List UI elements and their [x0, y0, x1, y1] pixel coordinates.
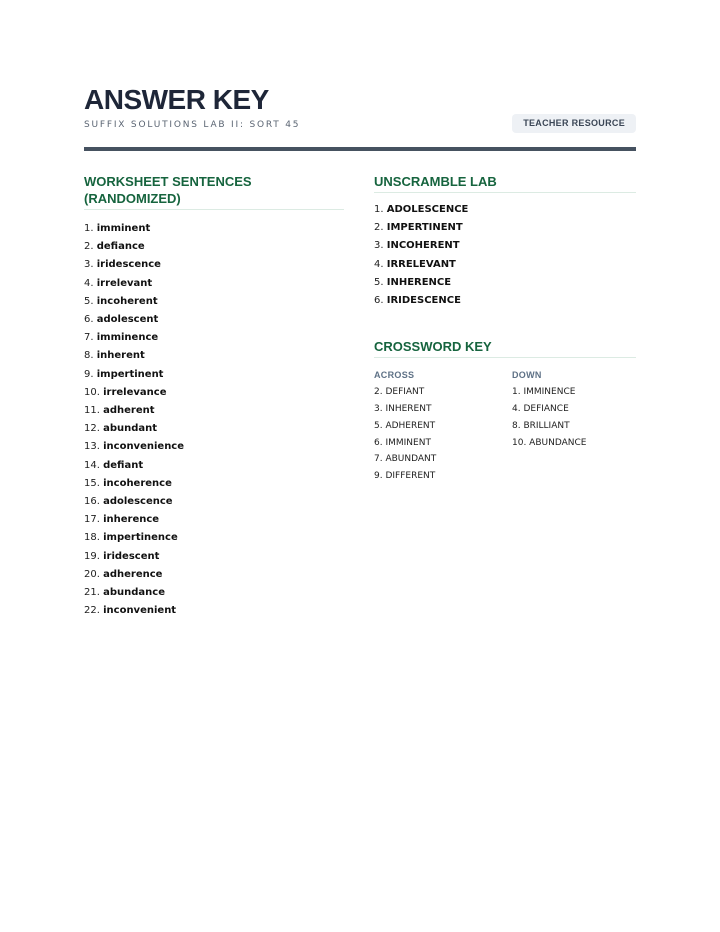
page-title: ANSWER KEY: [84, 84, 269, 115]
unscramble-answer-list: [374, 201, 636, 310]
list-item: 10. irrelevance: [84, 386, 167, 398]
crossword-section: [374, 338, 636, 490]
crossword-section-title: CROSSWORD KEY: [374, 338, 636, 358]
across-heading: ACROSS: [374, 370, 415, 381]
across-list: [374, 384, 436, 485]
list-item: 21. abundance: [84, 587, 165, 599]
list-item: 4. DEFIANCE: [512, 404, 569, 415]
list-item: 17. inherence: [84, 514, 160, 526]
unscramble-section: [374, 173, 636, 310]
list-item: 14. defiant: [84, 459, 144, 471]
list-item: 8. inherent: [84, 350, 145, 362]
list-item: 6. IMMINENT: [374, 437, 431, 448]
list-item: 10. ABUNDANCE: [512, 437, 587, 448]
list-item: 3. INCOHERENT: [374, 240, 460, 252]
list-item: 2. IMPERTINENT: [374, 222, 463, 234]
list-item: 12. abundant: [84, 423, 158, 435]
list-item: 8. BRILLIANT: [512, 420, 570, 431]
list-item: 2. DEFIANT: [374, 387, 425, 398]
list-item: 7. imminence: [84, 332, 159, 344]
down-list: [512, 384, 586, 451]
worksheet-section-title: WORKSHEET SENTENCES (RANDOMIZED): [84, 173, 344, 210]
list-item: 6. IRIDESCENCE: [374, 295, 461, 307]
worksheet-answer-list: [84, 220, 344, 620]
list-item: 2. defiance: [84, 241, 145, 253]
list-item: 5. INHERENCE: [374, 276, 452, 288]
list-item: 16. adolescence: [84, 496, 173, 508]
teacher-resource-badge: TEACHER RESOURCE: [512, 114, 636, 133]
header-divider: [84, 147, 636, 151]
list-item: 4. irrelevant: [84, 277, 153, 289]
down-heading: DOWN: [512, 370, 542, 381]
list-item: 1. ADOLESCENCE: [374, 204, 469, 215]
list-item: 9. impertinent: [84, 368, 164, 380]
list-item: 13. inconvenience: [84, 441, 185, 453]
answer-key-page: [84, 84, 636, 617]
list-item: 3. iridescence: [84, 259, 161, 271]
unscramble-section-title: UNSCRAMBLE LAB: [374, 173, 636, 193]
list-item: 3. INHERENT: [374, 404, 432, 415]
list-item: 11. adherent: [84, 405, 155, 417]
list-item: 6. adolescent: [84, 314, 159, 326]
list-item: 20. adherence: [84, 568, 163, 580]
crossword-across: [374, 370, 436, 485]
list-item: 1. IMMINENCE: [512, 387, 576, 398]
header: [84, 84, 636, 147]
list-item: 1. imminent: [84, 223, 151, 234]
list-item: 7. ABUNDANT: [374, 454, 437, 465]
worksheet-section: [84, 173, 344, 620]
list-item: 4. IRRELEVANT: [374, 258, 456, 270]
right-column: [374, 173, 636, 490]
list-item: 5. incoherent: [84, 295, 158, 307]
list-item: 19. iridescent: [84, 550, 160, 562]
crossword-columns: [374, 370, 636, 490]
list-item: 9. DIFFERENT: [374, 471, 436, 482]
list-item: 5. ADHERENT: [374, 420, 436, 431]
crossword-down: [512, 370, 586, 451]
page-subtitle: SUFFIX SOLUTIONS LAB II: SORT 45: [84, 120, 301, 130]
list-item: 15. incoherence: [84, 477, 172, 489]
list-item: 22. inconvenient: [84, 605, 177, 617]
list-item: 18. impertinence: [84, 532, 178, 544]
